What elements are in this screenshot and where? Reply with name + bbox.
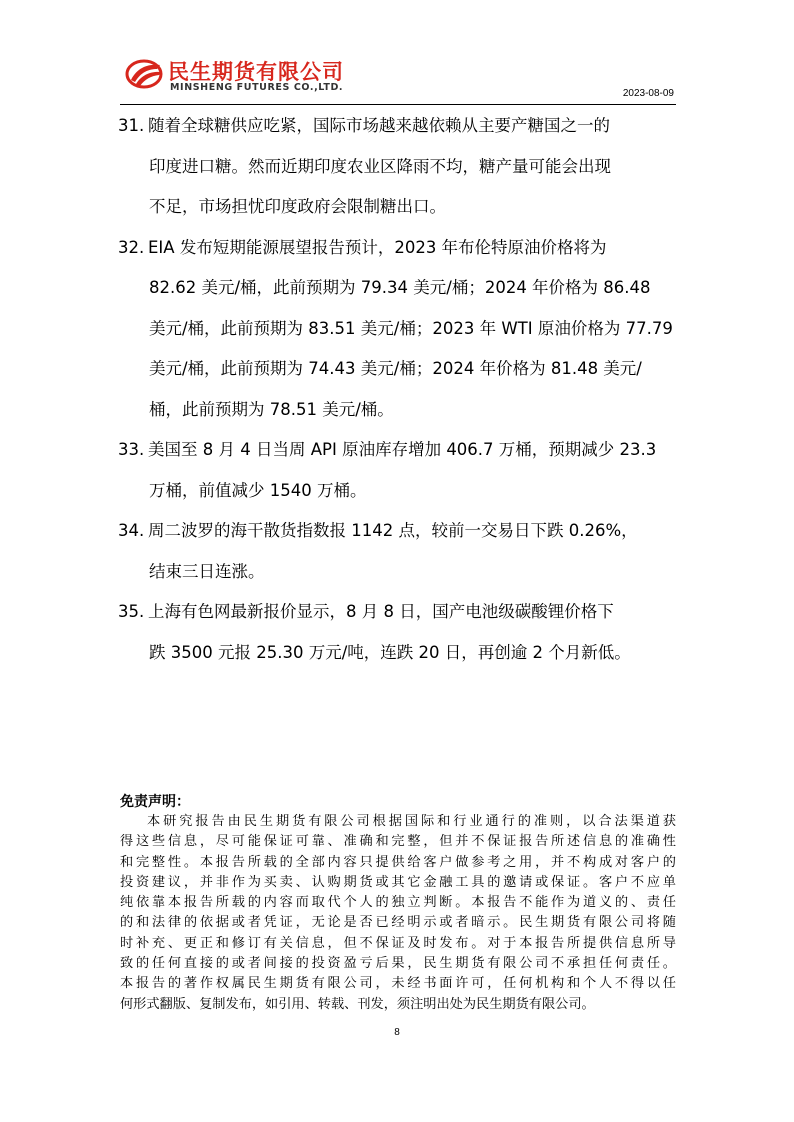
company-name-cn: 民生期货有限公司 [168, 60, 344, 84]
item-number: 32. [118, 237, 145, 257]
item-line: 上海有色网最新报价显示，8 月 8 日，国产电池级碳酸锂价格下 [148, 602, 614, 621]
disclaimer-line: 纯依靠本报告所载的内容而取代个人的独立判断。本报告不能作为道义的、责任 [120, 895, 676, 911]
disclaimer-line: 何形式翻版、复制发布，如引用、转载、刊发，须注明出处为民生期货有限公司。 [120, 996, 595, 1012]
disclaimer [120, 793, 676, 1015]
item-line: 跌 3500 元报 25.30 万元/吨，连跌 20 日，再创逾 2 个月新低。 [149, 642, 631, 662]
item-number: 35. [118, 602, 145, 621]
item-line: 万桶，前值减少 1540 万桶。 [149, 480, 367, 500]
item-line: 印度进口糖。然而近期印度农业区降雨不均，糖产量可能会出现 [149, 156, 611, 176]
item-line: 不足，市场担忧印度政府会限制糖出口。 [149, 197, 446, 216]
item-line: 82.62 美元/桶，此前预期为 79.34 美元/桶；2024 年价格为 86.48 [149, 278, 651, 297]
disclaimer-line: 得这些信息，尽可能保证可靠、准确和完整，但并不保证报告所述信息的准确性 [120, 834, 676, 850]
disclaimer-line: 致的任何直接的或者间接的投资盈亏后果，民生期货有限公司不承担任何责任。 [120, 956, 676, 972]
news-item-32 [118, 228, 678, 431]
disclaimer-body [120, 812, 676, 1015]
disclaimer-title: 免责声明： [120, 794, 190, 810]
page-header [120, 50, 676, 104]
news-list [118, 106, 678, 673]
disclaimer-line: 时补充、更正和修订有关信息，但不保证及时发布。对于本报告所提供信息所导 [120, 935, 676, 951]
item-line: 周二波罗的海干散货指数报 1142 点，较前一交易日下跌 0.26%， [148, 521, 638, 540]
disclaimer-line: 投资建议，并非作为买卖、认购期货或其它金融工具的邀请或保证。客户不应单 [120, 874, 676, 890]
news-item-33 [118, 430, 678, 511]
item-line: 美元/桶，此前预期为 83.51 美元/桶；2023 年 WTI 原油价格为 77.79 [149, 318, 673, 338]
item-number: 34. [118, 521, 145, 540]
item-line: 随着全球糖供应吃紧，国际市场越来越依赖从主要产糖国之一的 [148, 116, 610, 135]
header-divider [120, 104, 676, 105]
item-line: 桶，此前预期为 78.51 美元/桶。 [149, 399, 394, 419]
item-line: EIA 发布短期能源展望报告预计，2023 年布伦特原油价格将为 [148, 237, 607, 257]
news-item-34 [118, 511, 678, 592]
item-line: 美国至 8 月 4 日当周 API 原油库存增加 406.7 万桶，预期减少 23.3 [148, 440, 657, 459]
company-logo-icon [124, 56, 164, 90]
company-name-en: MINSHENG FUTURES CO.,LTD. [170, 82, 344, 93]
news-item-31 [118, 106, 678, 228]
item-line: 美元/桶，此前预期为 74.43 美元/桶；2024 年价格为 81.48 美元/ [149, 359, 642, 378]
page-number: 8 [394, 1027, 400, 1038]
disclaimer-line: 的和法律的依据或者凭证，无论是否已经明示或者暗示。民生期货有限公司将随 [120, 915, 676, 931]
item-number: 31. [118, 116, 145, 135]
news-item-35 [118, 592, 678, 673]
disclaimer-line: 本报告的著作权属民生期货有限公司，未经书面许可，任何机构和个人不得以任 [120, 976, 676, 992]
item-line: 结束三日连涨。 [149, 561, 265, 581]
disclaimer-line: 本研究报告由民生期货有限公司根据国际和行业通行的准则，以合法渠道获 [147, 814, 676, 829]
disclaimer-line: 和完整性。本报告所载的全部内容只提供给客户做参考之用，并不构成对客户的 [120, 854, 676, 870]
item-number: 33. [118, 440, 145, 459]
report-date: 2023-08-09 [622, 88, 674, 99]
